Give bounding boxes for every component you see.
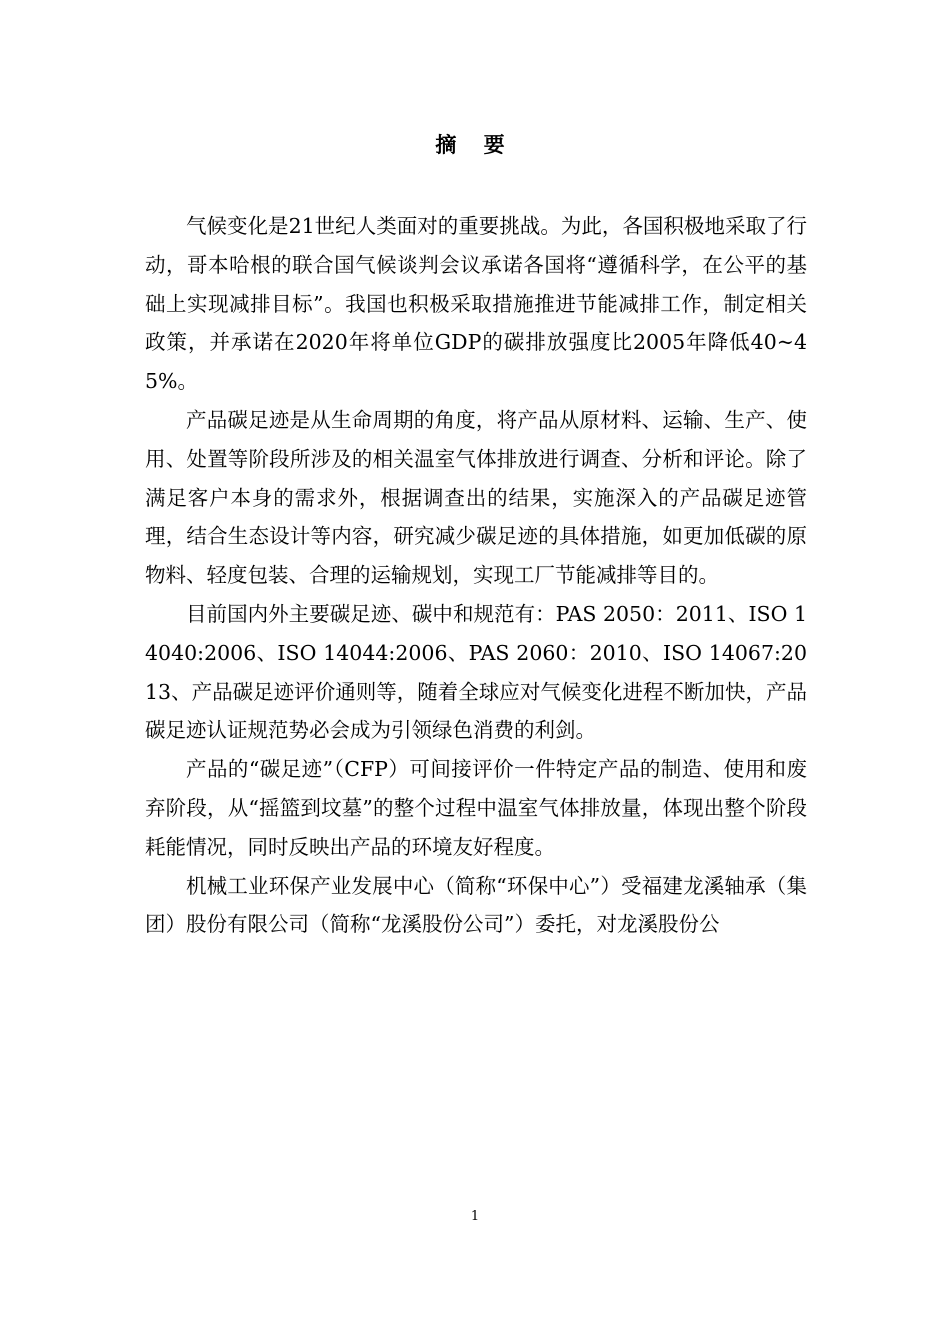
page-number: 1 — [470, 1209, 480, 1224]
paragraph-1: 气候变化是21世纪人类面对的重要挑战。为此，各国积极地采取了行动，哥本哈根的联合国气候谈判会议承诺各国将“遵循科学，在公平的基础上实现减排目标”。我国也积极采取措施推进节能减排工作，制定相关政策，并承诺在2020年将单位GDP的碳排放强度比2005年降低40~45%。 — [145, 214, 807, 394]
page-title: 摘 要 — [435, 132, 515, 157]
paragraph-4: 产品的“碳足迹”（CFP）可间接评价一件特定产品的制造、使用和废弃阶段，从“摇篮到坟墓”的整个过程中温室气体排放量，体现出整个阶段耗能情况，同时反映出产品的环境友好程度。 — [145, 757, 807, 859]
abstract-body — [145, 207, 807, 944]
paragraph-3: 目前国内外主要碳足迹、碳中和规范有：PAS 2050：2011、ISO 14040:2006、ISO 14044:2006、PAS 2060：2010、ISO 14067:2013、产品碳足迹评价通则等，随着全球应对气候变化进程不断加快，产品碳足迹认证规范势必会成为引领绿色消费的利剑。 — [145, 601, 807, 743]
paragraph-2: 产品碳足迹是从生命周期的角度，将产品从原材料、运输、生产、使用、处置等阶段所涉及的相关温室气体排放进行调查、分析和评论。除了满足客户本身的需求外，根据调查出的结果，实施深入的产品碳足迹管理，结合生态设计等内容，研究减少碳足迹的具体措施，如更加低碳的原物料、轻度包装、合理的运输规划，实现工厂节能减排等目的。 — [145, 407, 807, 588]
paragraph-5: 机械工业环保产业发展中心（简称“环保中心”）受福建龙溪轴承（集团）股份有限公司（简称“龙溪股份公司”）委托，对龙溪股份公 — [145, 873, 807, 937]
